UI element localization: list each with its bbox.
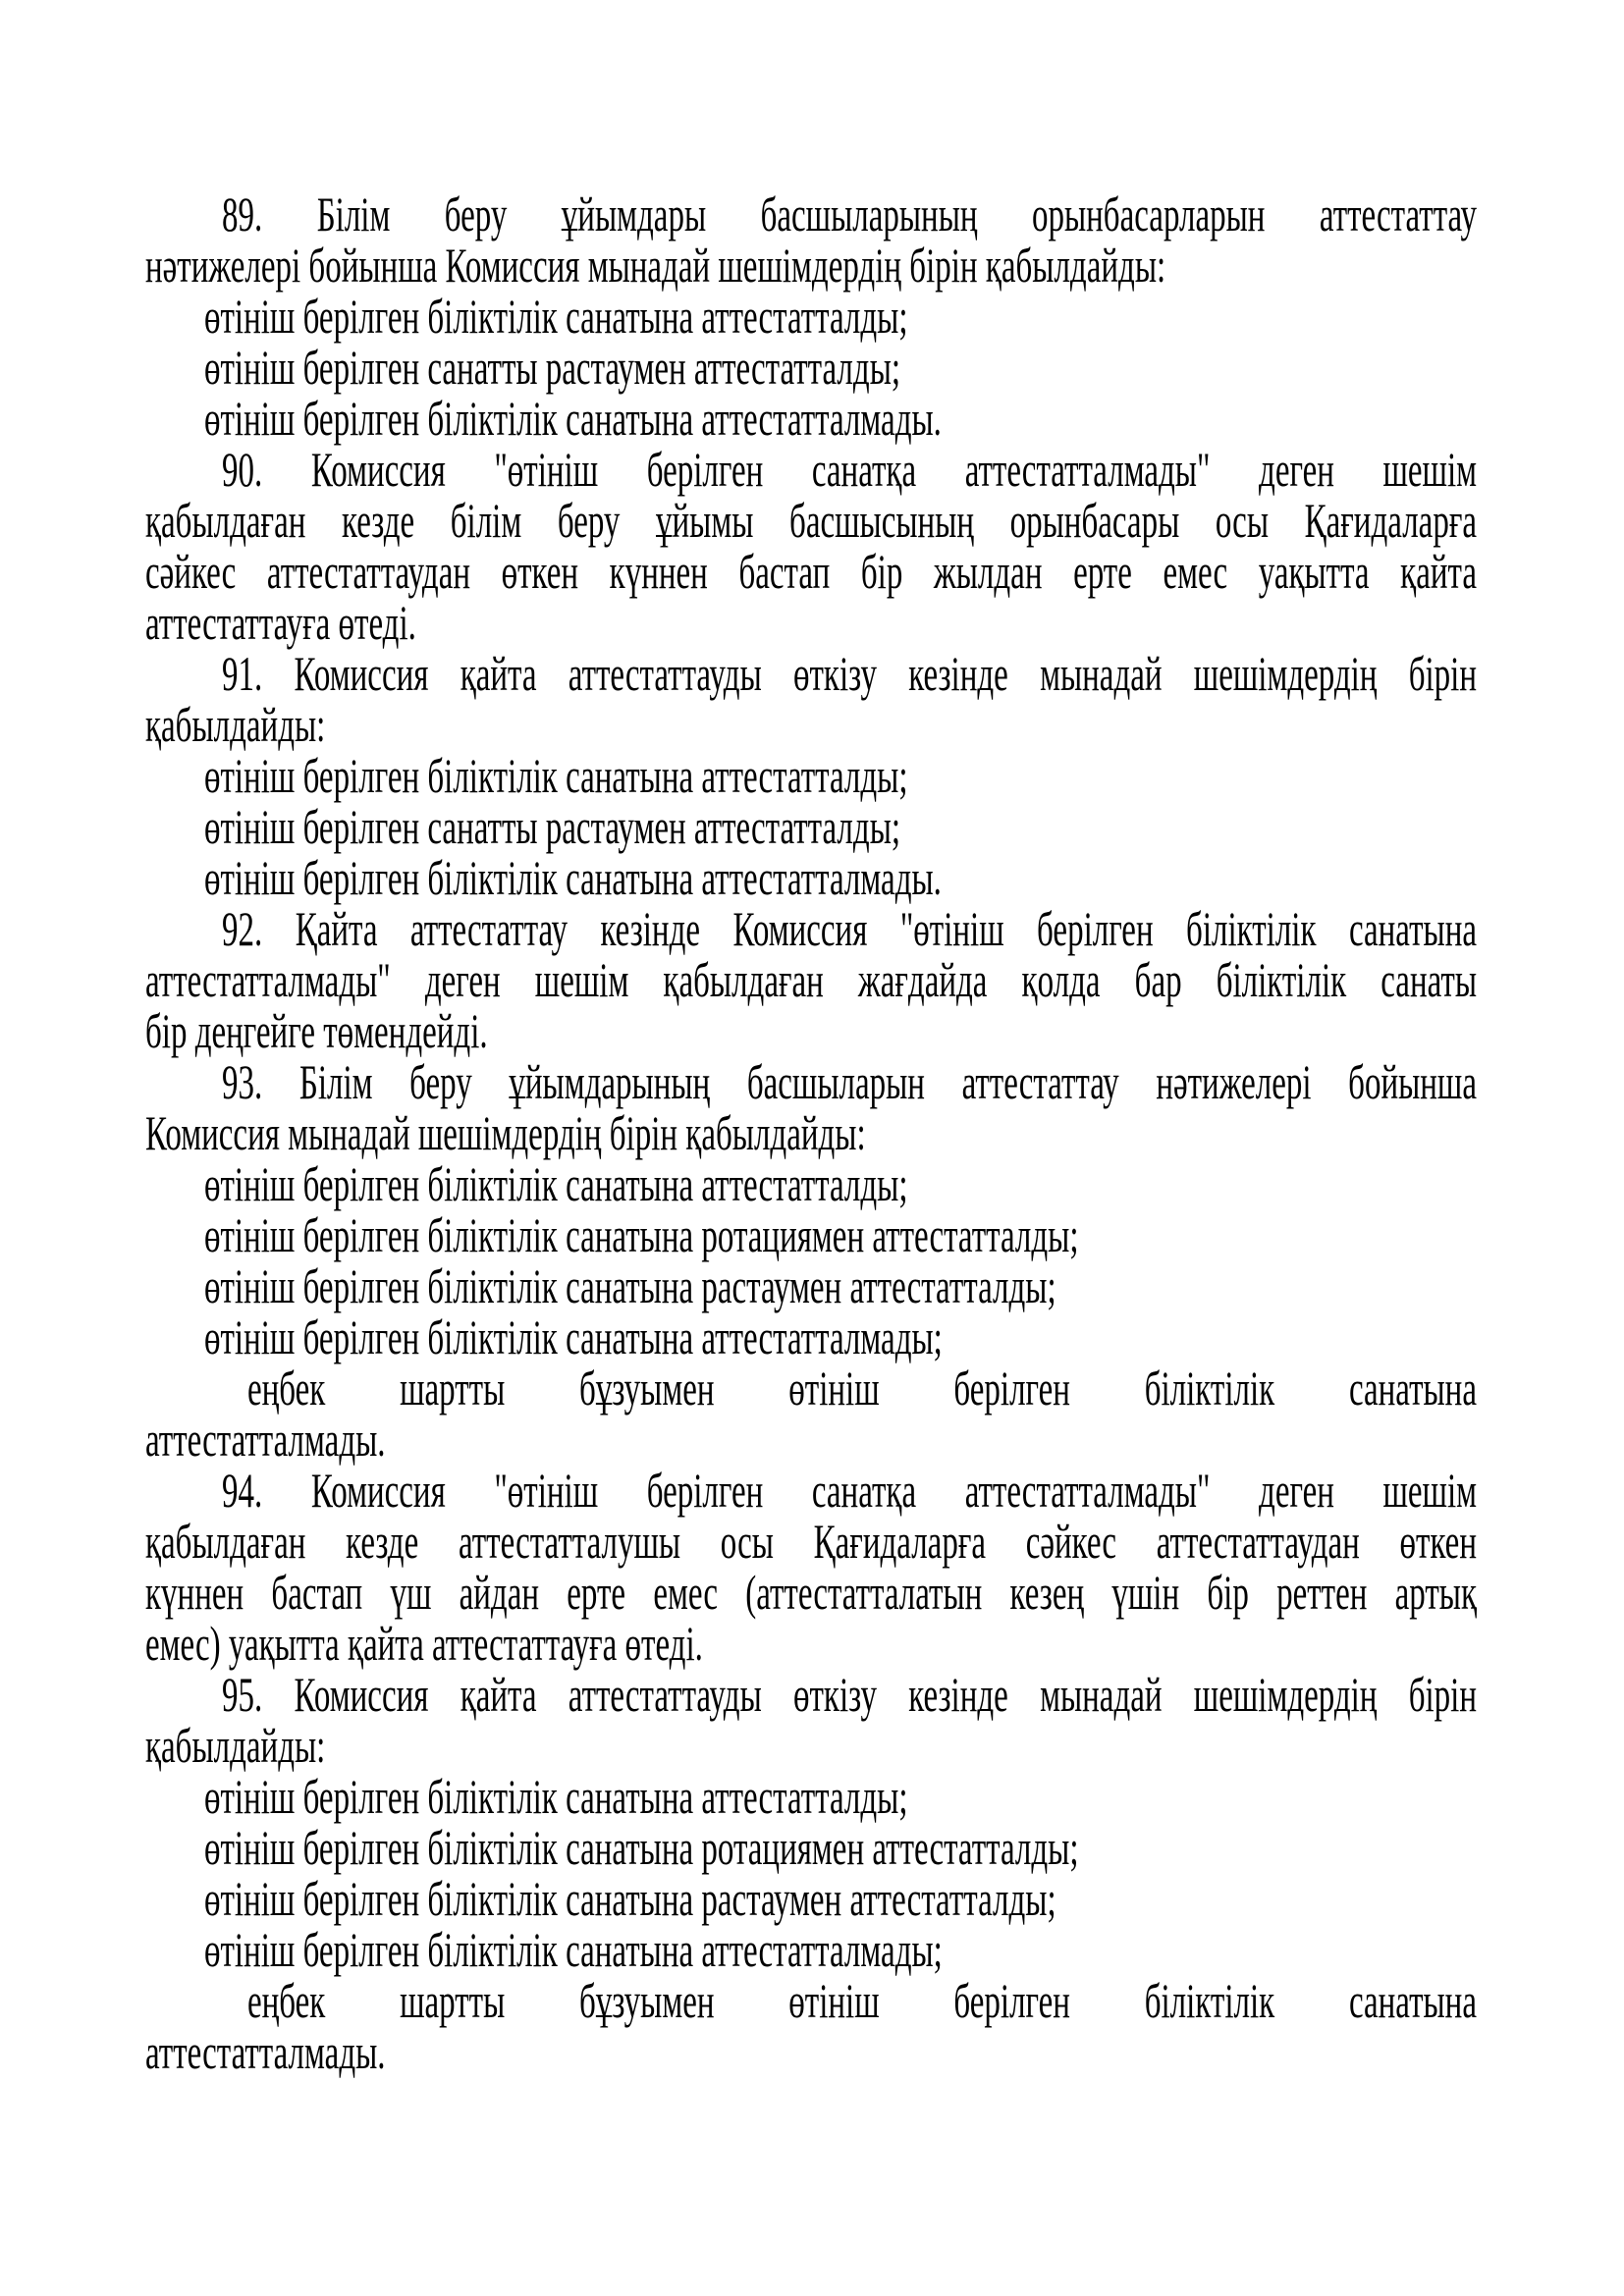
text-line: қабылдайды: [145,700,326,753]
text-line: 93. Білім беру ұйымдарының басшыларын аттестаттау нәтижелері бойынша [222,1057,1477,1110]
text-line: қабылдайды: [145,1721,326,1774]
text-line: қабылдаған кезде аттестатталушы осы Қағидаларға сәйкес аттестаттаудан өткен [145,1517,1477,1570]
text-line: өтініш берілген біліктілік санатына аттестатталмады; [204,1925,943,1978]
text-line: өтініш берілген санатты растаумен аттестатталды; [204,343,901,396]
text-line: емес) уақытта қайта аттестаттауға өтеді. [145,1619,703,1672]
text-line: нәтижелері бойынша Комиссия мынадай шешімдердің бірін қабылдайды: [145,240,1166,294]
text-line: өтініш берілген біліктілік санатына аттестатталмады; [204,1312,943,1365]
text-line: өтініш берілген біліктілік санатына ротациямен аттестатталды; [204,1823,1079,1876]
text-line: өтініш берілген біліктілік санатына ротациямен аттестатталды; [204,1210,1079,1263]
text-line: 90. Комиссия "өтініш берілген санатқа аттестатталмады" деген шешім [222,445,1477,498]
text-line: бір деңгейге төмендейді. [145,1006,488,1059]
text-line: 94. Комиссия "өтініш берілген санатқа аттестатталмады" деген шешім [222,1466,1477,1519]
text-line: өтініш берілген біліктілік санатына аттестатталды; [204,1772,908,1825]
text-line: аттестаттауға өтеді. [145,598,416,651]
text-line: 95. Комиссия қайта аттестаттауды өткізу кезінде мынадай шешімдердің бірін [222,1670,1477,1723]
text-line: аттестатталмады. [145,2027,386,2080]
text-line: өтініш берілген біліктілік санатына растаумен аттестатталды; [204,1261,1056,1314]
text-line: өтініш берілген біліктілік санатына аттестатталмады. [204,394,942,447]
text-line: өтініш берілген біліктілік санатына аттестатталды; [204,1159,908,1212]
document-text-block [145,190,1477,2079]
text-line: аттестатталмады" деген шешім қабылдаған жағдайда қолда бар біліктілік санаты [145,955,1477,1008]
text-line: күннен бастап үш айдан ерте емес (аттестатталатын кезең үшін бір реттен артық [145,1568,1477,1621]
text-line: өтініш берілген біліктілік санатына аттестатталды; [204,292,908,345]
text-line: еңбек шартты бұзуымен өтініш берілген біліктілік санатына [247,1363,1477,1416]
text-line: 91. Комиссия қайта аттестаттауды өткізу кезінде мынадай шешімдердің бірін [222,649,1477,702]
text-line: 92. Қайта аттестаттау кезінде Комиссия "өтініш берілген біліктілік санатына [222,904,1477,957]
text-line: еңбек шартты бұзуымен өтініш берілген біліктілік санатына [247,1976,1477,2029]
text-line: өтініш берілген санатты растаумен аттестатталды; [204,802,901,855]
text-line: қабылдаған кезде білім беру ұйымы басшысының орынбасары осы Қағидаларға [145,496,1477,549]
text-line: Комиссия мынадай шешімдердің бірін қабылдайды: [145,1108,866,1161]
text-line: өтініш берілген біліктілік санатына аттестатталмады. [204,853,942,906]
text-line: өтініш берілген біліктілік санатына аттестатталды; [204,751,908,804]
text-line: аттестатталмады. [145,1415,386,1468]
text-line: сәйкес аттестаттаудан өткен күннен бастап бір жылдан ерте емес уақытта қайта [145,547,1477,600]
text-line: өтініш берілген біліктілік санатына растаумен аттестатталды; [204,1874,1056,1927]
text-line: 89. Білім беру ұйымдары басшыларының орынбасарларын аттестаттау [222,189,1477,242]
